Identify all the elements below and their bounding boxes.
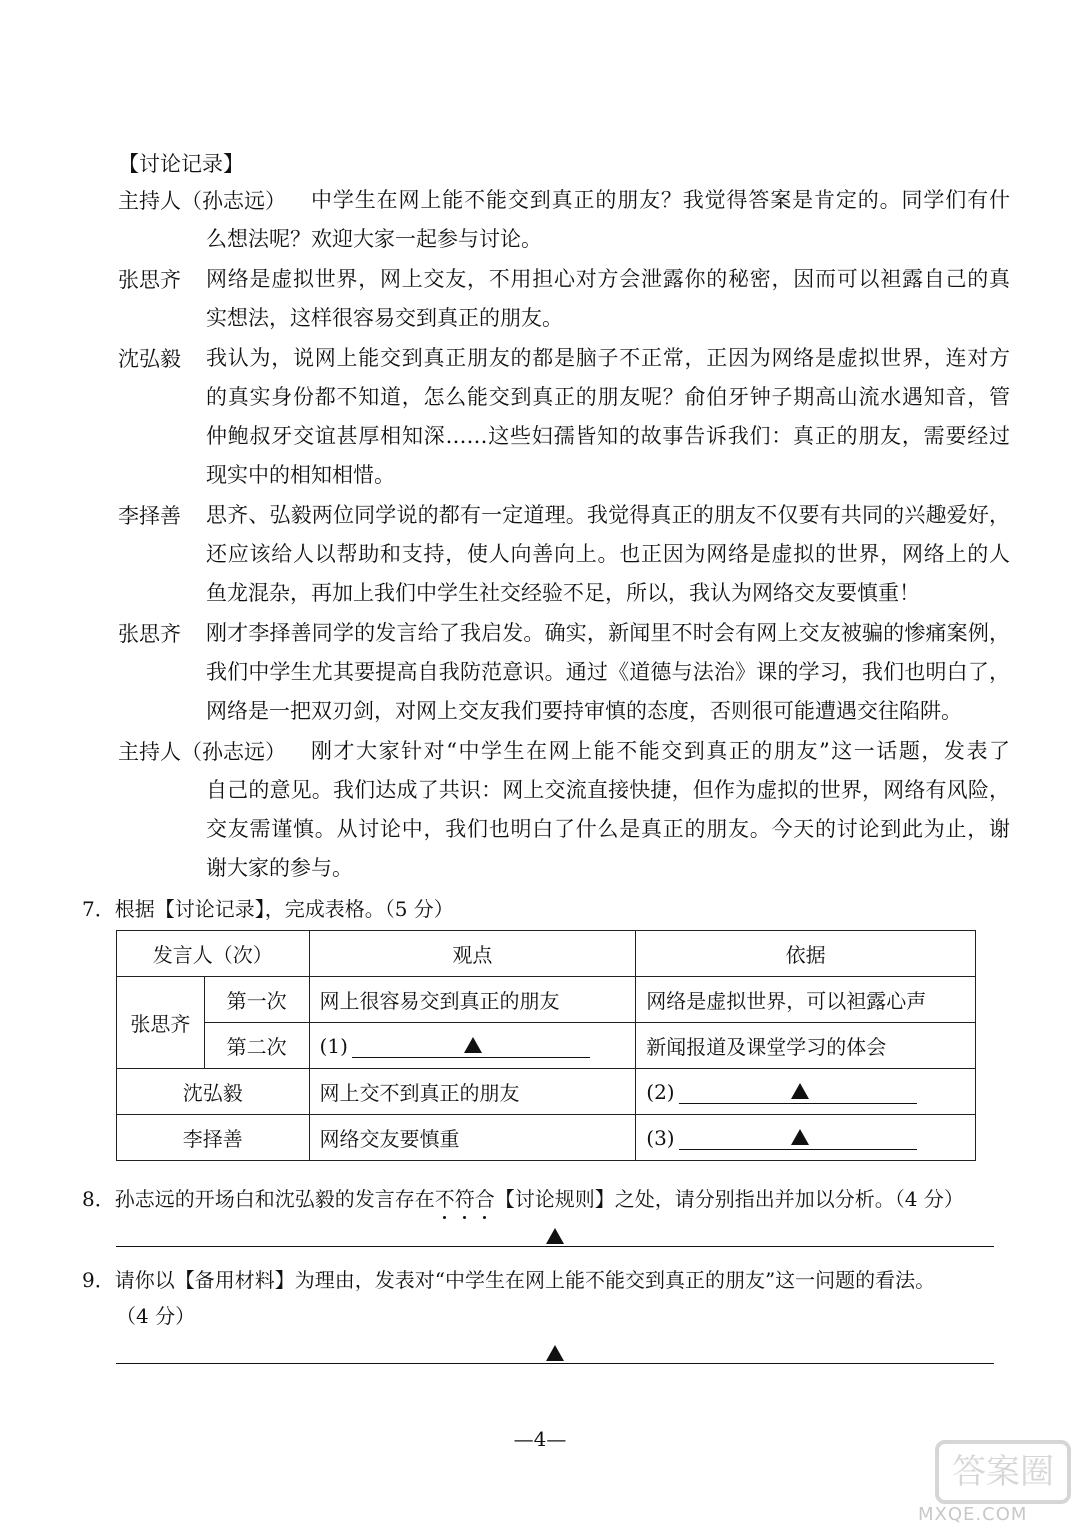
text-line: 网络是一把双刃剑，对网上交友我们要持审慎的态度，否则很可能遭遇交往陷阱。 [206,699,962,723]
section-title: 【讨论记录】 [118,152,244,176]
text-line: 谢大家的参与。 [206,856,353,880]
question-text: 【讨论规则】之处，请分别指出并加以分析。（4 分） [494,1187,964,1211]
question-7: 7．根据【讨论记录】，完成表格。（5 分） [82,897,454,921]
table-cell-turn: 第二次 [204,1023,309,1069]
triangle-marker-icon [791,1083,809,1099]
discussion-turn-zhang-2 [118,616,1010,733]
watermark-url: MXQE.COM [918,1504,1028,1525]
text-line: 还应该给人以帮助和支持，使人向善向上。也正因为网络是虚拟的世界，网络上的人 [206,542,1010,566]
text-line: 刚才大家针对“中学生在网上能不能交到真正的朋友”这一话题，发表了 [311,739,1010,763]
text-line: 实想法，这样很容易交到真正的朋友。 [206,306,563,330]
question-8 [82,1183,964,1212]
table-cell-view: 网络交友要慎重 [309,1115,636,1161]
discussion-turn-host-closing [118,734,1010,890]
triangle-marker-icon [464,1037,482,1053]
turn-text [118,341,1010,497]
speaker-label: 张思齐 [118,268,181,292]
text-line: 自己的意见。我们达成了共识：网上交流直接快捷，但作为虚拟的世界，网络有风险， [206,778,1010,802]
triangle-marker-icon [546,1345,564,1361]
speaker-label: 李择善 [118,504,181,528]
turn-text-cont [118,773,1010,890]
discussion-turn-host-opening [118,183,1010,261]
turn-text [118,262,1010,340]
text-line: 交友需谨慎。从讨论中，我们也明白了什么是真正的朋友。今天的讨论到此为止，谢 [206,817,1010,841]
speaker-label: 张思齐 [118,622,181,646]
blank-number: (3) [646,1125,675,1150]
table-cell-view: 网上交不到真正的朋友 [309,1069,636,1115]
question-text: 8．孙志远的开场白和沈弘毅的发言存在 [82,1187,435,1211]
text-line: 我认为，说网上能交到真正朋友的都是脑子不正常，正因为网络是虚拟世界，连对方 [206,346,1010,370]
question-9-points: （4 分） [116,1304,196,1328]
discussion-turn-shen [118,341,1010,497]
discussion-turn-li [118,498,1010,615]
blank-number: (2) [646,1079,675,1104]
table-cell-basis: 新闻报道及课堂学习的体会 [636,1023,976,1069]
triangle-marker-icon [546,1228,564,1244]
emphasis-char: 合 [475,1183,495,1212]
watermark-logo: 答案圈 [935,1440,1071,1504]
text-line: 刚才李择善同学的发言给了我启发。确实，新闻里不时会有网上交友被骗的惨痛案例， [206,621,1010,645]
table-cell-basis: 网络是虚拟世界，可以袒露心声 [636,977,976,1023]
table-cell-speaker: 沈弘毅 [117,1069,310,1115]
text-line: 网络是虚拟世界，网上交友，不用担心对方会泄露你的秘密，因而可以袒露自己的真 [206,267,1010,291]
table-cell-turn: 第一次 [204,977,309,1023]
table-header-row [117,931,976,977]
blank-number: (1) [319,1033,348,1058]
table-row [117,977,976,1023]
table-row [117,1069,976,1115]
speaker-label: 主持人（孙志远） [118,189,286,213]
text-line: 么想法呢？欢迎大家一起参与讨论。 [206,227,542,251]
table-cell-blank-3[interactable] [636,1115,976,1161]
answer-blank[interactable] [352,1035,590,1058]
answer-table [116,930,976,1161]
page-number: —4— [513,1427,567,1451]
text-line: 我们中学生尤其要提高自我防范意识。通过《道德与法治》课的学习，我们也明白了， [206,660,1010,684]
text-line: 的真实身份都不知道，怎么能交到真正的朋友呢？俞伯牙钟子期高山流水遇知音，管 [206,385,1010,409]
speaker-label: 主持人（孙志远） [118,740,286,764]
answer-line-q8[interactable] [116,1226,994,1247]
answer-line-q9[interactable] [116,1343,994,1364]
text-line: 现实中的相知相惜。 [206,463,395,487]
turn-text-cont [118,222,1010,261]
table-row [117,1023,976,1069]
answer-blank[interactable] [679,1127,917,1150]
text-line: 思齐、弘毅两位同学说的都有一定道理。我觉得真正的朋友不仅要有共同的兴趣爱好， [206,503,1010,527]
text-line: 中学生在网上能不能交到真正的朋友？我觉得答案是肯定的。同学们有什 [311,188,1010,212]
triangle-marker-icon [791,1129,809,1145]
question-9: 9．请你以【备用材料】为理由，发表对“中学生在网上能不能交到真正的朋友”这一问题的看法。 [82,1268,936,1292]
discussion-turn-zhang-1 [118,262,1010,340]
table-row [117,1115,976,1161]
table-cell-blank-2[interactable] [636,1069,976,1115]
table-cell-speaker: 李择善 [117,1115,310,1161]
table-cell-speaker: 张思齐 [117,977,205,1069]
turn-text [118,616,1010,733]
table-cell-view: 网上很容易交到真正的朋友 [309,977,636,1023]
table-header: 依据 [636,931,976,977]
turn-text [118,498,1010,615]
emphasis-char: 不 [435,1183,455,1212]
answer-blank[interactable] [679,1081,917,1104]
text-line: 鱼龙混杂，再加上我们中学生社交经验不足，所以，我认为网络交友要慎重！ [206,581,920,605]
table-cell-blank-1[interactable] [309,1023,636,1069]
table-header: 观点 [309,931,636,977]
table-header: 发言人（次） [117,931,310,977]
text-line: 仲鲍叔牙交谊甚厚相知深……这些妇孺皆知的故事告诉我们：真正的朋友，需要经过 [206,424,1010,448]
speaker-label: 沈弘毅 [118,347,181,371]
emphasis-char: 符 [455,1183,475,1212]
